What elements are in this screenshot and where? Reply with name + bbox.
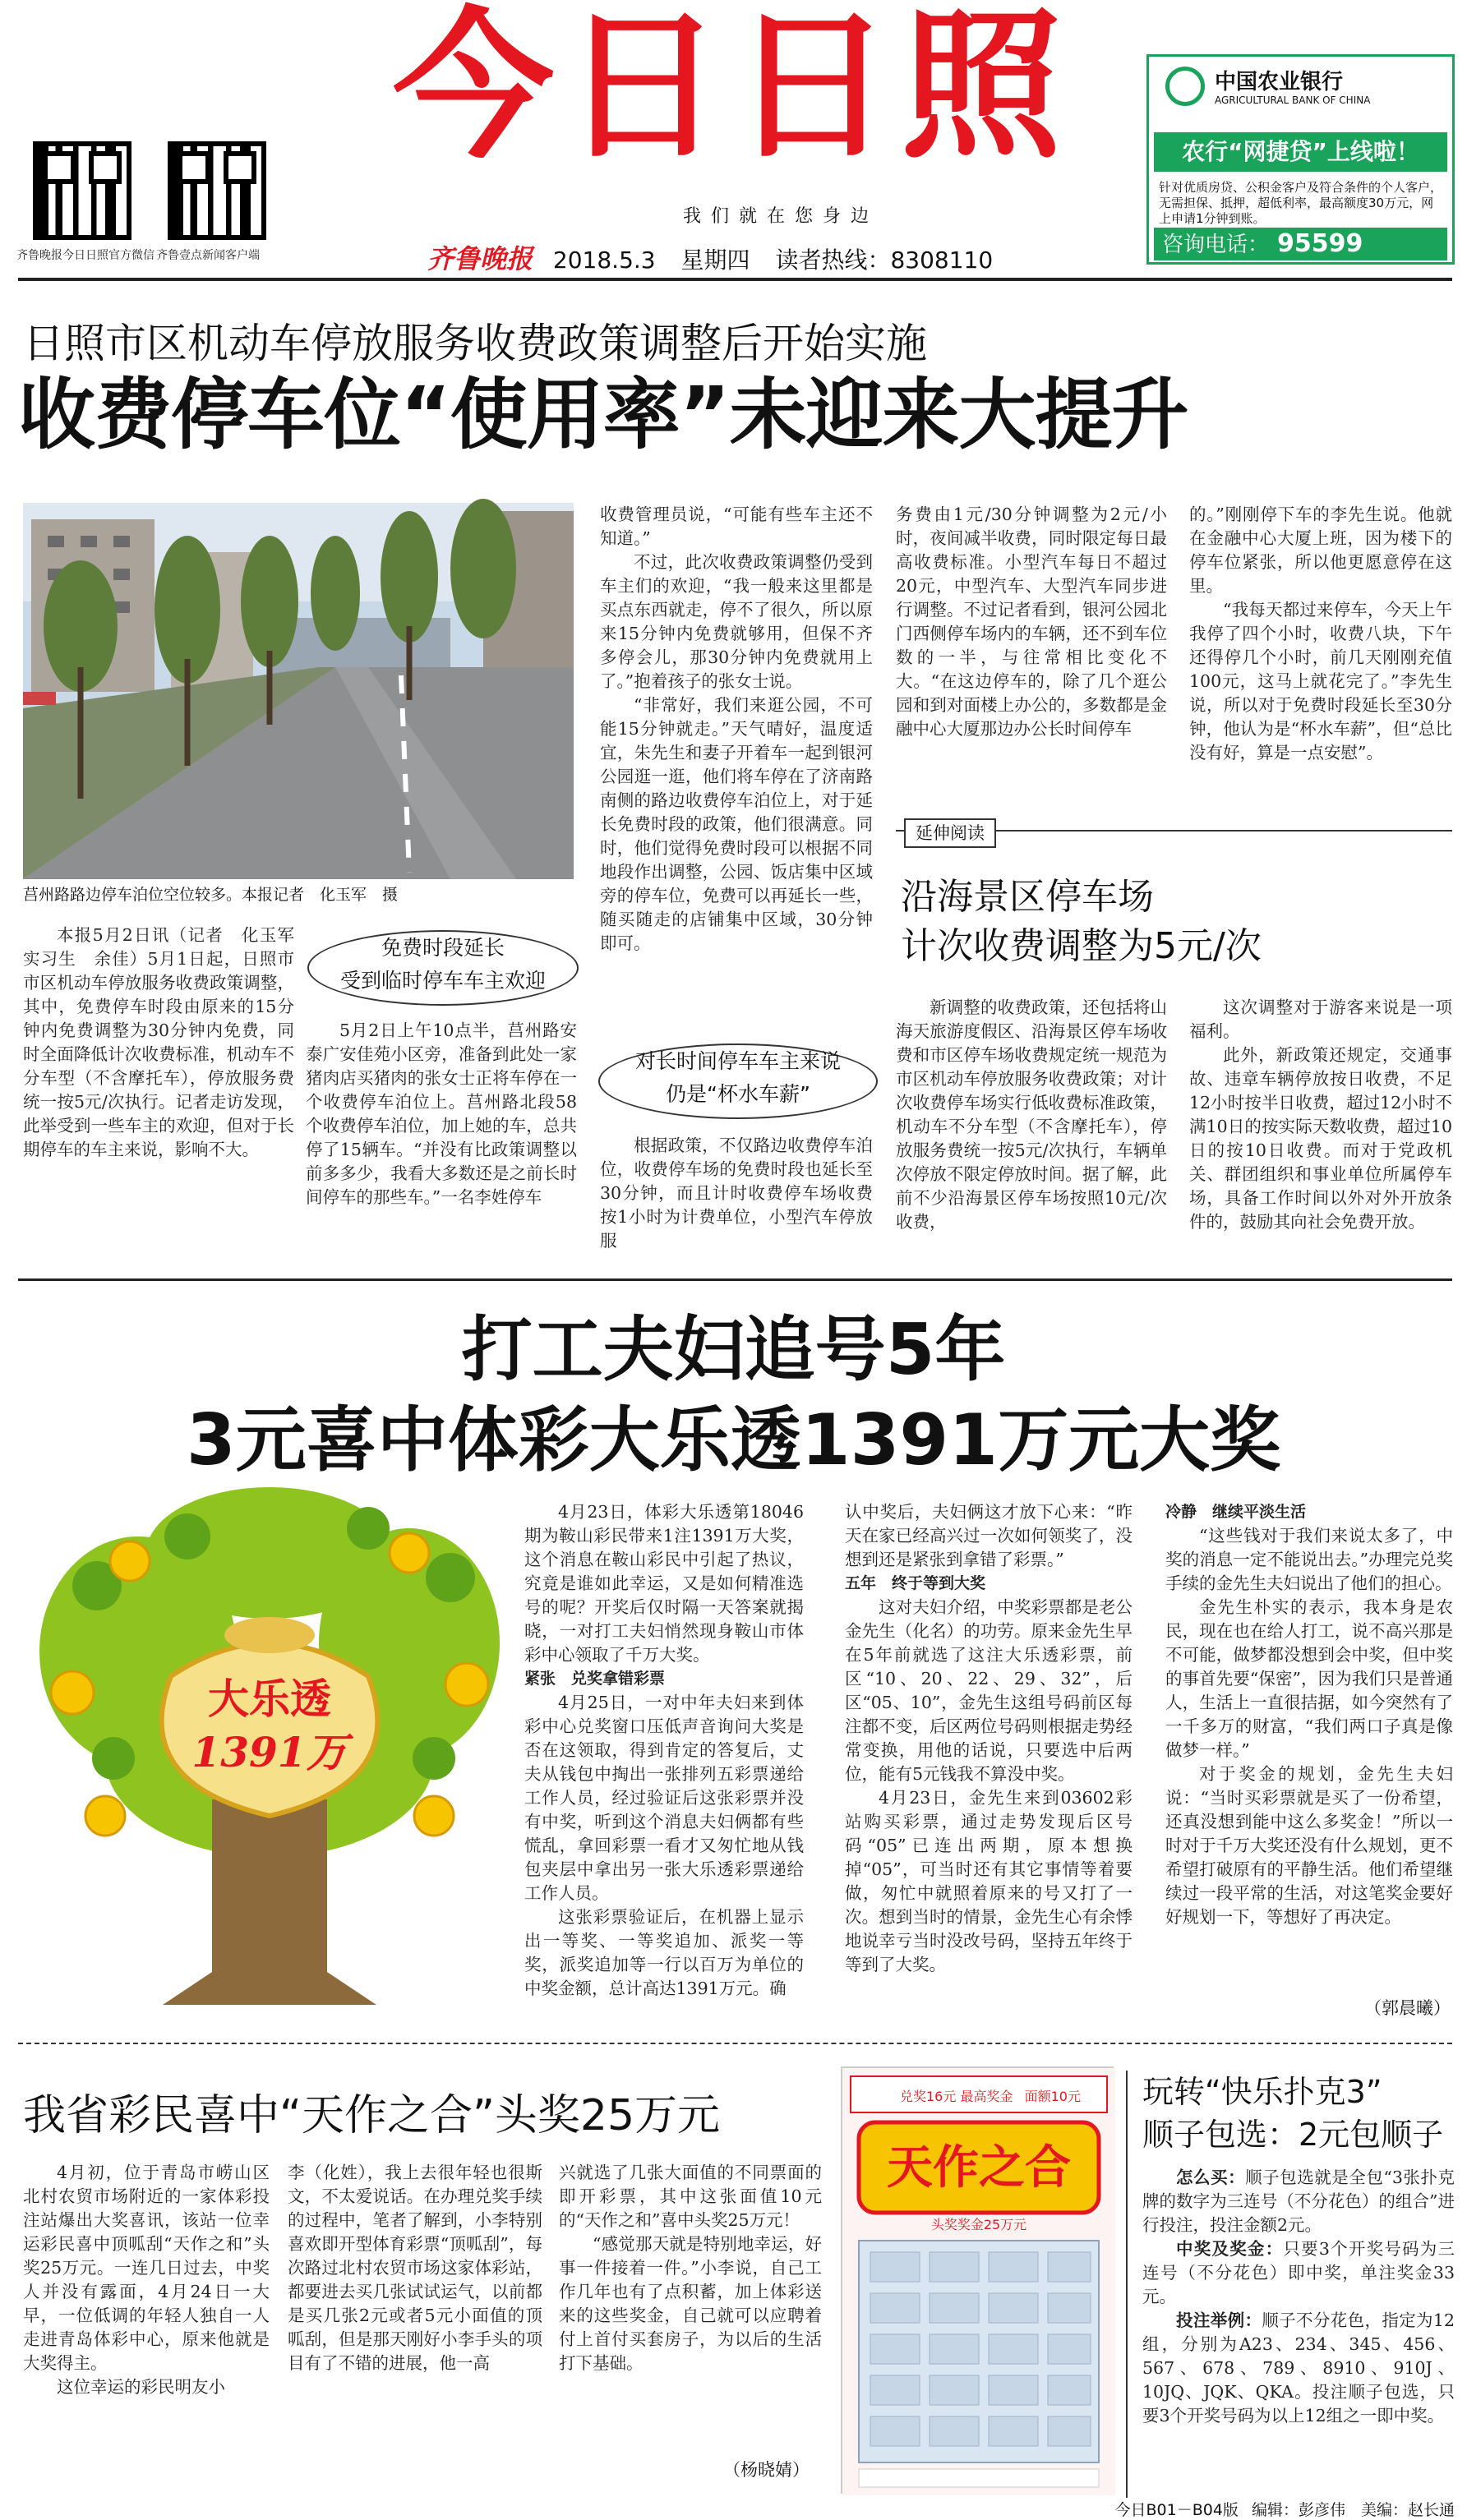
money-bag-illustration: [23, 1487, 516, 2013]
parking-column-2: [306, 1019, 577, 1265]
lottery-col2b: 这对夫妇介绍，中奖彩票都是老公金先生（化名）的功劳。原来金先生早在5年前就选了这注大乐透彩票，前区“10、20、22、29、32”，后区“05、10”，金先生这组号码前区每注都不变，后区两位号码则根据走势经常变换，用他的话说，只要选中后两位，能有5元钱我不算没中奖。: [845, 1597, 1133, 1784]
parking-column-5: [1189, 503, 1452, 815]
bank-logo-icon: [1165, 67, 1205, 106]
scenic-column-2: [1189, 996, 1452, 1264]
ticket-top-text: 兑奖16元 最高奖金: [900, 2089, 1013, 2104]
lottery-col2-subhead: 五年 终于等到大奖: [845, 1574, 986, 1592]
poker-body: [1142, 2166, 1455, 2486]
scenic-title-line2: 计次收费调整为5元/次: [901, 925, 1262, 967]
footer-page: 今日B01－B04版: [1114, 2501, 1239, 2519]
scenic-col1: 新调整的收费政策，还包括将山海天旅游度假区、沿海景区停车场收费和市区停车场收费规定统一规范为市区机动车停放服务收费政策；对计次收费停车场实行低收费标准政策，机动车不分车型（不含摩托车），停放服务费统一按5元/次执行，车辆单次停放不限定停放时间。据了解，此前不少沿海景区停车场按照10元/次收费，: [896, 997, 1167, 1232]
tianzuo-col3: 兴就选了几张大面值的不同票面的即开彩票，其中这张面值10元的“天作之和”喜中头奖25万元！: [559, 2163, 822, 2230]
tianzuo-headline: 我省彩民喜中“天作之合”头奖25万元: [23, 2091, 721, 2140]
poker-title: [1142, 2071, 1455, 2156]
lottery-col1c: 这张彩票验证后，在机器上显示出一等奖、一等奖追加、派奖一等奖，派奖追加等一行以百万为单位的中奖金额，总计高达1391万元。确: [524, 1907, 804, 1998]
qr-icon: [168, 141, 266, 240]
street-photo-image: [23, 503, 574, 879]
lottery-column-3: [1165, 1500, 1453, 1993]
masthead-title: 今日日照: [392, 0, 1070, 181]
tianzuo-column-1: [23, 2161, 270, 2506]
hotline: 读者热线：8308110: [775, 246, 994, 274]
bag-text-line1: 大乐透: [208, 1675, 331, 1723]
section-divider-1: [18, 1278, 1452, 1281]
lottery-headline: [0, 1305, 1467, 1486]
bank-slogan: 农行“网捷贷”上线啦！: [1154, 132, 1447, 172]
tianzuo-column-3: [559, 2161, 822, 2498]
poker-title-line1: 玩转“快乐扑克3”: [1142, 2074, 1382, 2110]
parking-col3a: 收费管理员说，“可能有些车主还不知道。”: [600, 504, 873, 548]
column-divider: [1126, 2071, 1128, 2498]
parking-column-4: [896, 503, 1167, 815]
money-tree-icon: [23, 1487, 516, 2013]
tianzuo-author: （杨晓婧）: [723, 2460, 810, 2480]
street-photo: [23, 503, 574, 879]
oval1-line1: 免费时段延长: [381, 936, 505, 960]
lottery-col1-subhead: 紧张 兑奖拿错彩票: [524, 1670, 666, 1688]
parking-col4: 务费由1元/30分钟调整为2元/小时，夜间减半收费，同时限定每日最高收费标准。小型汽车每日不超过20元，中型汽车、大型汽车同步进行调整。不过记者看到，银河公园北门西侧停车场内的车辆，还不到车位数的一半，与往常相比变化不大。“在这边停车的，除了几个逛公园和到对面楼上办公的，多数都是金融中心大厦那边办公长时间停车: [896, 504, 1167, 739]
tianzuo-column-2: [288, 2161, 542, 2506]
parking-column-1: [23, 924, 311, 1260]
lottery-column-2: [845, 1500, 1133, 2026]
lottery-title-line1: 打工夫妇追号5年: [461, 1309, 1006, 1391]
subhead-oval-1: [307, 930, 579, 1006]
parking-col5b: “我每天都过来停车，今天上午我停了四个小时，收费八块，下午还得停几个小时，前几天刚刚充值100元，这马上就花完了。”李先生说，所以对于免费时段延长至30分钟，他认为是“杯水车薪”，但“总比没有好，算是一点安慰”。: [1189, 600, 1452, 762]
lottery-col3b: 金先生朴实的表示，我本身是农民，现在也在给人打工，说不高兴那是不可能，做梦都没想到会中奖，但中奖的事首先要“保密”，因为我们只是普通人，生活上一直很拮据，如今突然有了一千多万的财富，“我们两口子真是像做梦一样。”: [1165, 1597, 1453, 1760]
lottery-column-1: [524, 1500, 804, 2026]
subhead-oval-2: [598, 1043, 878, 1119]
parking-col3b: 不过，此次收费政策调整仍受到车主们的欢迎，“我一般来这里都是买点东西就走，停不了很久，所以原来15分钟内免费就够用，但保不齐多停会儿，那30分钟内免费就用上了。”抱着孩子的张女士说。: [600, 552, 873, 691]
lottery-author: （郭晨曦）: [1364, 1998, 1451, 2018]
bank-advertisement: [1146, 54, 1455, 265]
poker-prize-label: 中奖及奖金：: [1176, 2239, 1284, 2259]
parking-column-3: [600, 503, 873, 1029]
weekday: 星期四: [680, 246, 750, 274]
qr-left-caption: 齐鲁晚报今日日照官方微信: [16, 249, 155, 262]
section-divider-2: [18, 2043, 1452, 2044]
poker-example: 顺子不分花色，指定为12组，分别为A23、234、345、456、567、678、789、8910、910J、10JQ、JQK、QKA。投注顺子包选，只要3个开奖号码为以上12组之一即中奖。: [1142, 2310, 1455, 2426]
bank-phone-label: 咨询电话：: [1162, 233, 1270, 257]
qr-icon: [33, 141, 131, 240]
tianzuo-col2: 李（化姓），我上去很年轻也很斯文，不太爱说话。在办理兑奖手续的过程中，笔者了解到，小李特别喜欢即开型体育彩票“顶呱刮”，每次路过北村农贸市场这家体彩站，都要进去买几张试试运气，以前都是买几张2元或者5元小面值的顶呱刮，但是那天刚好小李手头的项目有了不错的进展，他一高: [288, 2163, 542, 2373]
poker-title-line2: 顺子包选：2元包顺子: [1142, 2117, 1444, 2153]
tianzuo-col1b: 这位幸运的彩民明友小: [57, 2377, 225, 2397]
poker-prize: 只要3个开奖号码为三连号（不分花色）即中奖，单注奖金33元。: [1142, 2239, 1455, 2306]
scenic-title: [901, 873, 1451, 971]
lottery-col2: 认中奖后，夫妇俩这才放下心来：“昨天在家已经高兴过一次如何领奖了，没想到还是紧张到拿错了彩票。”: [845, 1502, 1133, 1569]
issue-date: 2018.5.3: [552, 246, 656, 274]
scenic-title-line1: 沿海景区停车场: [901, 876, 1154, 918]
photo-caption: 莒州路路边停车泊位空位较多。本报记者 化玉军 摄: [23, 886, 399, 904]
lottery-ticket-image: [841, 2066, 1114, 2494]
bank-name: 中国农业银行: [1215, 70, 1344, 94]
parking-col3c: “非常好，我们来逛公园，不可能15分钟就走。”天气晴好，温度适宜，朱先生和妻子开着车一起到银河公园逛一逛，他们将车停在了济南路南侧的路边收费停车泊位上，对于延长免费时段的政策，他们很满意。同时，他们觉得免费时段可以根据不同地段作出调整，公园、饭店集中区域旁的停车位，免费可以再延长一些，随买随走的店铺集中区域，30分钟即可。: [600, 695, 873, 953]
parking-headline: 收费停车位“使用率”未迎来大提升: [18, 371, 1188, 460]
oval1-line2: 受到临时停车车主欢迎: [339, 969, 546, 993]
ticket-title: 天作之合: [887, 2141, 1071, 2195]
lottery-col3-subhead: 冷静 继续平淡生活: [1165, 1503, 1307, 1521]
masthead-divider: [18, 278, 1452, 281]
lottery-col3c: 对于奖金的规划，金先生夫妇说：“当时买彩票就是买了一份希望，还真没想到能中这么多奖金！”所以一时对于千万大奖还没有什么规划，更不希望打破原有的平静生活。他们希望继续过一段平常的生活，对这笔奖金要好好规划一下，等想好了再决定。: [1165, 1764, 1453, 1927]
parking-kicker: 日照市区机动车停放服务收费政策调整后开始实施: [23, 320, 927, 367]
poker-how: 顺子包选就是全包“3张扑克牌的数字为三连号（不分花色）的组合”进行投注，投注金额2元。: [1142, 2168, 1455, 2235]
oval2-line2: 仍是“杯水车薪”: [666, 1082, 810, 1106]
bank-phone-number: 95599: [1277, 229, 1363, 258]
poker-how-label: 怎么买：: [1176, 2168, 1246, 2187]
footer-editor: 编辑：彭彦伟 美编：赵长通: [1251, 2501, 1455, 2519]
scratch-ticket-icon: [842, 2068, 1115, 2495]
tianzuo-col3b: “感觉那天就是特别地幸运，好事一件接着一件。”小李说，自己工作几年也有了点积蓄，加上体彩送来的这些奖金，自己就可以应聘着付上首付买套房子，为以后的生活打下基础。: [559, 2234, 822, 2373]
scenic-col2b: 此外，新政策还规定，交通事故、违章车辆停放按日收费，不足12小时按半日收费，超过12小时不满10日的按实际天数收费，超过10日的按10日收费。而对于党政机关、群团组织和事业单位所属停车场，具备工作时间以外对外开放条件的，鼓励其向社会免费开放。: [1189, 1045, 1452, 1232]
poker-example-label: 投注举例：: [1176, 2310, 1262, 2330]
bag-text-line2: 1391万: [191, 1728, 348, 1776]
related-reading-tag: 延伸阅读: [904, 818, 996, 848]
ticket-price: 面额10元: [1024, 2089, 1081, 2104]
tianzuo-col1: 4月初，位于青岛市崂山区北村农贸市场附近的一家体彩投注站爆出大奖喜讯，该站一位幸运彩民喜中顶呱刮“天作之和”头奖25万元。一连几日过去，中奖人并没有露面，4月24日一大早，一位低调的年轻人独自一人走进青岛体彩中心，原来他就是大奖得主。: [23, 2163, 270, 2373]
bank-phone: [1154, 228, 1447, 260]
lottery-title-line2: 3元喜中体彩大乐透1391万元大奖: [186, 1399, 1281, 1481]
bank-name-en: AGRICULTURAL BANK OF CHINA: [1215, 94, 1371, 106]
scenic-column-1: [896, 996, 1167, 1264]
parking-lead: 本报5月2日讯（记者 化玉军 实习生 余佳）5月1日起，日照市市区机动车停放服务收费政策调整，其中，免费停车时段由原来的15分钟内免费调整为30分钟内免费，同时全面降低计次收费标准，机动车不分车型（不含摩托车），停放服务费统一按5元/次执行。记者走访发现，此举受到一些车主的欢迎，但对于长期停车的车主来说，影响不大。: [23, 925, 311, 1159]
parking-col2-text: 5月2日上午10点半，莒州路安泰广安佳苑小区旁，准备到此处一家猪肉店买猪肉的张女士正将车停在一个收费停车泊位上。莒州路北段58个收费停车泊位，加上她的车，总共停了15辆车。“并没有比政策调整以前多多少，我看大多数还是之前长时间停车的那些车。”一名李姓停车: [306, 1020, 577, 1207]
oval2-line1: 对长时间停车车主来说: [634, 1049, 841, 1073]
masthead-slogan: 我们就在您身边: [682, 206, 879, 227]
ticket-subtitle: 头奖奖金25万元: [930, 2217, 1027, 2232]
lottery-col3: “这些钱对于我们来说太多了，中奖的消息一定不能说出去。”办理完兑奖手续的金先生夫妇说出了他们的担心。: [1165, 1526, 1453, 1593]
bank-text: 针对优质房贷、公积金客户及符合条件的个人客户，无需担保、抵押，超低利率，最高额度30万元，网上申请1分钟到账。: [1159, 180, 1443, 226]
page-footer: [1109, 2498, 1455, 2520]
scenic-col2: 这次调整对于游客来说是一项福利。: [1189, 997, 1452, 1041]
brand-name: 齐鲁晚报: [427, 243, 533, 274]
lottery-col2c: 4月23日，金先生来到03602彩站购买彩票，通过走势发现后区号码“05”已连出两期，原本想换掉“05”，可当时还有其它事情等着要做，匆忙中就照着原来的号又打了一次。想到当时的情景，金先生心有余悸地说幸亏当时没改号码，坚持五年终于等到了大奖。: [845, 1788, 1133, 1974]
parking-col3d: 根据政策，不仅路边收费停车泊位，收费停车场的免费时段也延长至30分钟，而且计时收费停车场收费按1小时为计费单位，小型汽车停放服: [600, 1136, 873, 1251]
lottery-col1: 4月23日，体彩大乐透第18046期为鞍山彩民带来1注1391万大奖，这个消息在鞍山彩民中引起了热议，究竟是谁如此幸运，又是如何精准选号的呢？开奖后仅时隔一天答案就揭晓，一对打工夫妇悄然现身鞍山市体彩中心领取了千万大奖。: [524, 1502, 804, 1665]
parking-col5: 的。”刚刚停下车的李先生说。他就在金融中心大厦上班，因为楼下的停车位紧张，所以他更愿意停在这里。: [1189, 504, 1452, 596]
qr-right-caption: 齐鲁壹点新闻客户端: [156, 249, 260, 262]
dateline: [427, 238, 1101, 276]
parking-column-3-end: [600, 1134, 873, 1264]
lottery-col1b: 4月25日，一对中年夫妇来到体彩中心兑奖窗口压低声音询问大奖是否在这领取，得到肯定的答复后，丈夫从钱包中掏出一张排列五彩票递给工作人员，经过验证后这张彩票并没有中奖，听到这个消息夫妇俩都有些慌乱，拿回彩票一看才又匆忙地从钱包夹层中拿出另一张大乐透彩票递给工作人员。: [524, 1693, 804, 1903]
